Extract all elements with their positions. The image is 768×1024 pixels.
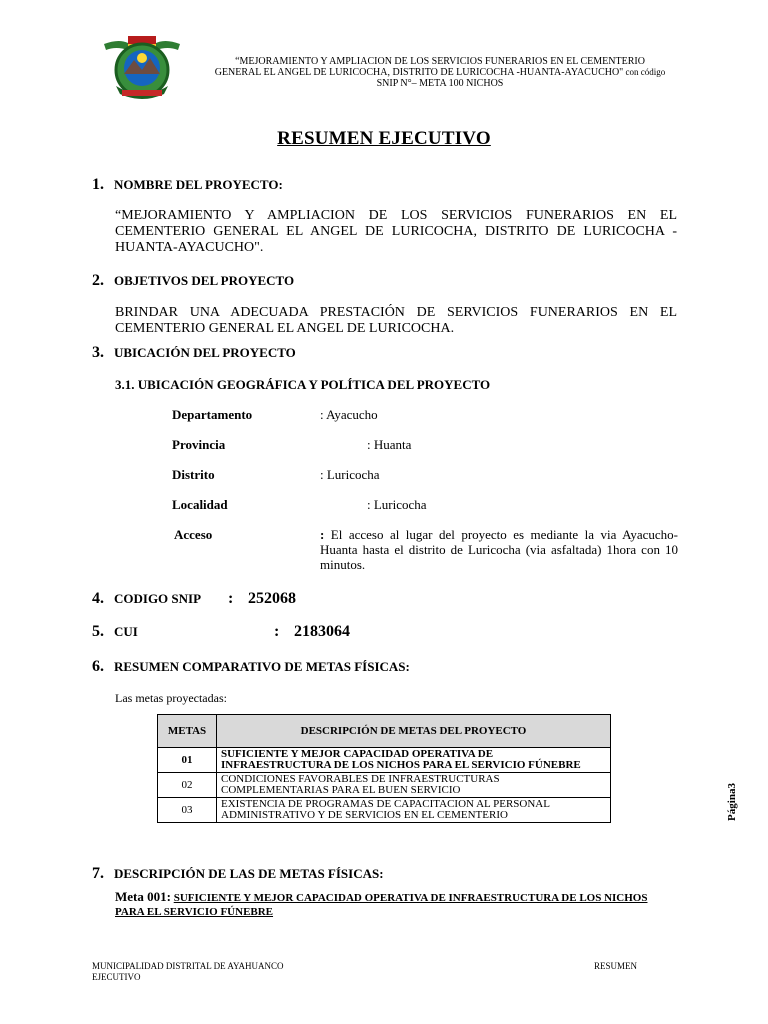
section-2-text: BRINDAR UNA ADECUADA PRESTACIÓN DE SERVICIOS FUNERARIOS EN EL CEMENTERIO GENERAL EL ANGEL DE LURICOCHA. [115,305,677,336]
location-value-localidad: : Luricocha [367,497,427,512]
page-title: RESUMEN EJECUTIVO [277,128,491,149]
location-value-distrito: : Luricocha [320,467,380,482]
section-1-heading [92,176,283,194]
section-label: NOMBRE DEL PROYECTO: [114,177,283,192]
header-line-2 [190,67,690,78]
footer-line-1 [92,961,652,972]
section-label: CUI [114,624,138,639]
location-label-departamento: Departamento [172,407,253,422]
meta-001-description [115,890,655,919]
table-header-descripcion: DESCRIPCIÓN DE METAS DEL PROYECTO [217,715,611,748]
municipal-logo [100,28,184,104]
location-label-acceso: Acceso [174,527,213,542]
section-label: UBICACIÓN DEL PROYECTO [114,345,296,360]
section-number: 6. [92,658,104,675]
section-1-text: “MEJORAMIENTO Y AMPLIACION DE LOS SERVICIOS FUNERARIOS EN EL CEMENTERIO GENERAL EL ANGEL DE LURICOCHA, DISTRITO DE LURICOCHA - HUANTA-AYACUCHO". [115,208,677,255]
cui-colon: : [274,623,280,640]
table-cell-desc: SUFICIENTE Y MEJOR CAPACIDAD OPERATIVA DE INFRAESTRUCTURA DE LOS NICHOS PARA EL SERVICIO FÚNEBRE [217,748,611,773]
page-footer [92,961,652,983]
subsection-3-1-heading [115,377,490,393]
location-value-provincia: : Huanta [367,437,412,452]
acceso-colon: : [320,527,325,542]
meta-001-label: Meta 001: [115,889,171,904]
section-number: 1. [92,176,104,193]
table-cell-meta: 02 [158,773,217,798]
table-header-row [158,715,611,748]
table-row [158,748,611,773]
table-row [158,798,611,823]
subsection-label: UBICACIÓN GEOGRÁFICA Y POLÍTICA DEL PROYECTO [137,377,491,392]
table-cell-desc: EXISTENCIA DE PROGRAMAS DE CAPACITACION AL PERSONAL ADMINISTRATIVO Y DE SERVICIOS EN EL CEMENTERIO [217,798,611,823]
location-value-departamento: : Ayacucho [320,407,378,422]
metas-intro: Las metas proyectadas: [115,691,227,705]
section-3-heading [92,344,296,362]
table-row [158,773,611,798]
snip-colon: : [228,590,234,607]
location-label-localidad: Localidad [172,497,228,512]
header-line-2-tail: con código [623,67,666,77]
table-header-metas: METAS [158,715,217,748]
location-label-provincia: Provincia [172,437,226,452]
section-label: RESUMEN COMPARATIVO DE METAS FÍSICAS: [114,659,410,674]
section-number: 4. [92,590,104,607]
header-line-2-main: GENERAL EL ANGEL DE LURICOCHA, DISTRITO DE LURICOCHA -HUANTA-AYACUCHO" [214,67,624,78]
meta-001-text: SUFICIENTE Y MEJOR CAPACIDAD OPERATIVA DE INFRAESTRUCTURA DE LOS NICHOS PARA EL SERVICIO FÚNEBRE [115,892,648,918]
acceso-text: El acceso al lugar del proyecto es mediante la via Ayacucho-Huanta hasta el distrito de Luricocha (via asfaltada) 1hora con 10 minutos. [320,527,678,572]
section-number: 7. [92,865,104,882]
cui-code: 2183064 [294,623,350,640]
section-5-heading [92,623,138,641]
header-line-3: SNIP N°– META 100 NICHOS [376,78,504,89]
page-number-vertical: Página3 [726,783,738,821]
section-number: 2. [92,272,104,289]
section-label: CODIGO SNIP [114,591,202,606]
snip-code: 252068 [248,590,296,607]
footer-left: MUNICIPALIDAD DISTRITAL DE AYAHUANCO [92,961,284,971]
section-2-heading [92,272,294,290]
subsection-number: 3.1. [115,377,135,392]
section-6-heading [92,658,410,676]
section-number: 5. [92,623,104,640]
section-label: DESCRIPCIÓN DE LAS DE METAS FÍSICAS: [114,866,384,881]
footer-right: RESUMEN [593,961,637,971]
section-label: OBJETIVOS DEL PROYECTO [114,273,295,288]
header-line-1: “MEJORAMIENTO Y AMPLIACION DE LOS SERVICIOS FUNERARIOS EN EL CEMENTERIO [235,56,645,67]
section-4-heading [92,590,201,608]
section-7-heading [92,865,384,883]
table-cell-desc: CONDICIONES FAVORABLES DE INFRAESTRUCTURAS COMPLEMENTARIAS PARA EL BUEN SERVICIO [217,773,611,798]
table-cell-meta: 01 [158,748,217,773]
location-value-acceso [320,527,678,572]
document-header [190,56,690,89]
metas-table [157,714,611,823]
section-number: 3. [92,344,104,361]
location-label-distrito: Distrito [172,467,215,482]
table-cell-meta: 03 [158,798,217,823]
footer-line-2: EJECUTIVO [92,972,141,982]
